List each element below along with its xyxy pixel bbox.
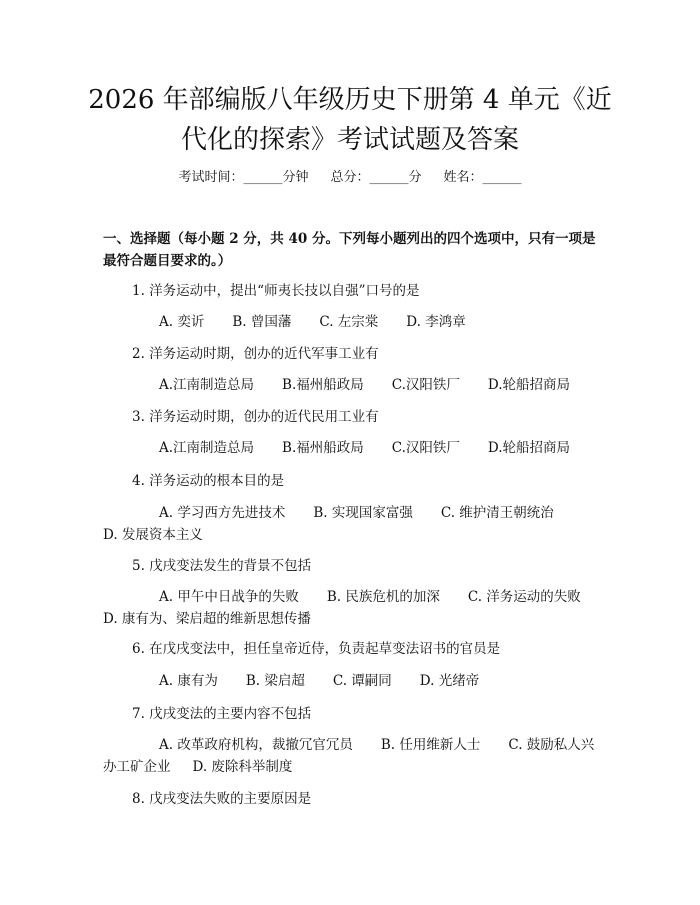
option-b: B. 民族危机的加深	[326, 589, 440, 605]
option-a: A.江南制造总局	[159, 377, 255, 393]
exam-title-line1: 2026 年部编版八年级历史下册第 4 单元《近	[88, 85, 612, 115]
option-c: C. 左宗棠	[319, 314, 379, 330]
option-c: C. 鼓励私人兴办工矿企业	[103, 737, 595, 775]
option-d: D. 发展资本主义	[103, 527, 203, 543]
option-b: B.福州船政局	[282, 377, 364, 393]
option-b: B. 梁启超	[245, 673, 305, 689]
question-stem: 8. 戊戌变法失败的主要原因是	[132, 791, 312, 807]
question-stem: 1. 洋务运动中，提出“师夷长技以自强”口号的是	[132, 283, 420, 299]
question-options	[103, 311, 603, 333]
question-options	[103, 437, 603, 459]
exam-meta	[0, 168, 700, 188]
option-c: C. 谭嗣同	[332, 673, 392, 689]
option-a: A. 学习西方先进技术	[159, 505, 286, 521]
option-a: A. 甲午中日战争的失败	[159, 589, 299, 605]
option-d: D.轮船招商局	[487, 440, 571, 456]
exam-name-label: 姓名：______	[443, 170, 522, 185]
question-stem: 5. 戊戌变法发生的背景不包括	[132, 558, 312, 574]
option-b: B.福州船政局	[282, 440, 364, 456]
option-c: C.汉阳铁厂	[391, 440, 460, 456]
option-c: C. 维护清王朝统治	[440, 505, 554, 521]
option-d: D. 废除科举制度	[192, 759, 293, 775]
question-stem: 4. 洋务运动的根本目的是	[132, 473, 285, 489]
option-a: A.江南制造总局	[159, 440, 255, 456]
option-d: D.轮船招商局	[487, 377, 571, 393]
question-options	[103, 734, 603, 778]
question-options	[103, 586, 603, 630]
exam-title-line2: 代化的探索》考试试题及答案	[180, 125, 519, 155]
exam-time-label: 考试时间：______分钟	[178, 170, 309, 185]
option-b: B. 实现国家富强	[313, 505, 413, 521]
question-stem: 7. 戊戌变法的主要内容不包括	[132, 706, 312, 722]
question-options	[103, 502, 603, 546]
option-d: D. 康有为、梁启超的维新思想传播	[103, 611, 311, 627]
question-options	[103, 670, 603, 692]
option-a: A. 康有为	[159, 673, 218, 689]
exam-title	[60, 80, 640, 160]
option-c: C.汉阳铁厂	[391, 377, 460, 393]
exam-score-label: 总分：______分	[330, 170, 422, 185]
option-b: B. 曾国藩	[232, 314, 292, 330]
option-d: D. 光绪帝	[419, 673, 480, 689]
question-options	[103, 374, 603, 396]
question-stem: 2. 洋务运动时期，创办的近代军事工业有	[132, 346, 379, 362]
section-heading: 一、选择题（每小题 2 分，共 40 分。下列每小题列出的四个选项中，只有一项是最符合题目要求的。）	[103, 231, 596, 269]
question-stem: 3. 洋务运动时期，创办的近代民用工业有	[132, 409, 379, 425]
option-a: A. 改革政府机构，裁撤冗官冗员	[159, 737, 353, 753]
option-b: B. 任用维新人士	[380, 737, 481, 753]
option-c: C. 洋务运动的失败	[467, 589, 581, 605]
option-d: D. 李鸿章	[406, 314, 466, 330]
question-stem: 6. 在戊戌变法中，担任皇帝近侍，负责起草变法诏书的官员是	[132, 641, 501, 657]
option-a: A. 奕䜣	[159, 314, 205, 330]
